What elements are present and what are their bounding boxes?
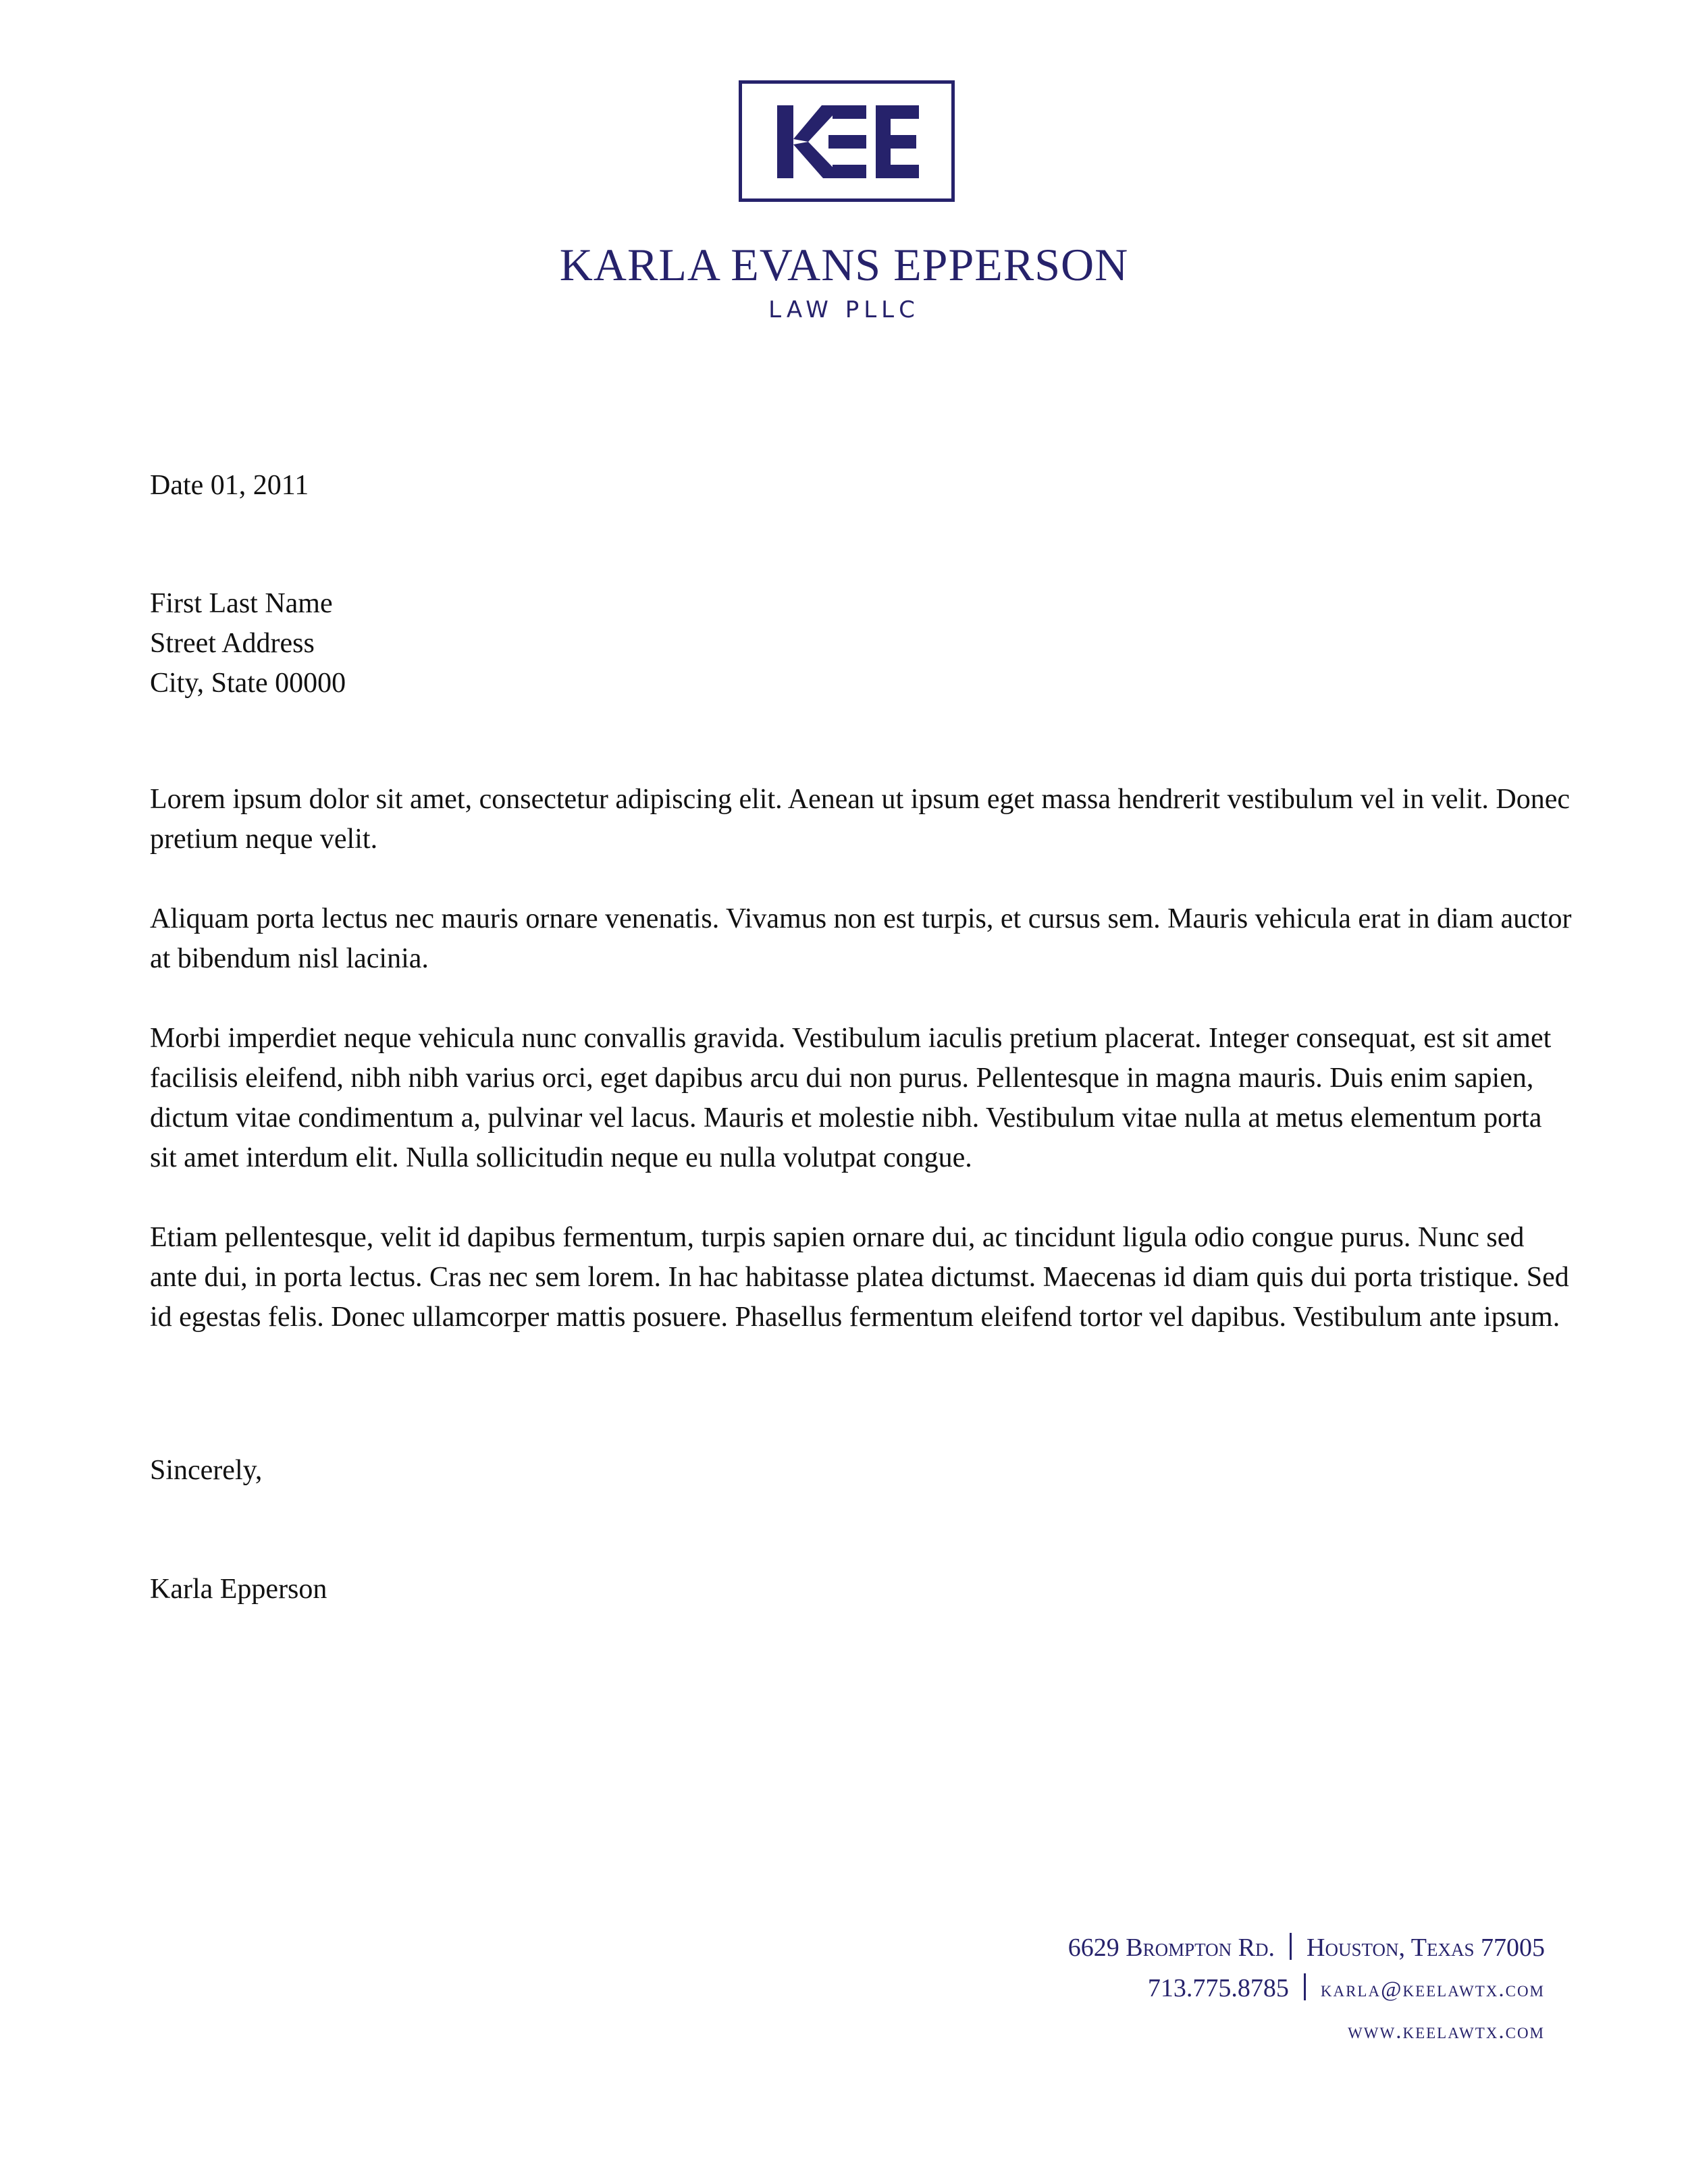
body-paragraph-2: Aliquam porta lectus nec mauris ornare venenatis. Vivamus non est turpis, et cursus sem. Mauris vehicula erat in diam auctor at bibendum nisl lacinia. xyxy=(150,903,1572,974)
footer-contact-row xyxy=(735,1968,1545,2010)
footer-street: 6629 Brompton Rd. xyxy=(1067,1934,1275,1962)
footer-website-row xyxy=(735,2010,1545,2052)
letterhead xyxy=(0,0,1688,351)
body-paragraph-4: Etiam pellentesque, velit id dapibus fermentum, turpis sapien ornare dui, ac tincidunt ligula odio congue purus. Nunc sed ante dui, in porta lectus. Cras nec sem lorem. In hac habitasse platea dictumst. Maecenas id diam quis dui porta tristique. Sed id egestas felis. Donec ullamcorper mattis posuere. Phasellus fermentum eleifend tortor vel dapibus. Vestibulum ante ipsum. xyxy=(150,1222,1569,1333)
footer-website-link[interactable]: www.keelawtx.com xyxy=(1348,2019,1545,2044)
recipient-name: First Last Name xyxy=(150,588,333,619)
footer-email-link[interactable]: karla@keelawtx.com xyxy=(1320,1977,1545,2002)
letter-date: Date 01, 2011 xyxy=(150,470,309,501)
recipient-street: Street Address xyxy=(150,628,315,659)
footer-divider xyxy=(1290,1933,1292,1960)
recipient-address xyxy=(150,584,1575,703)
footer-contact xyxy=(735,1927,1545,2052)
footer-divider xyxy=(1304,1973,1306,2000)
footer-city: Houston, Texas 77005 xyxy=(1307,1934,1545,1962)
firm-subtitle: LAW PLLC xyxy=(768,296,920,323)
body-paragraph-3: Morbi imperdiet neque vehicula nunc convallis gravida. Vestibulum iaculis pretium placerat. Integer consequat, est sit amet facilisis eleifend, nibh nibh varius orci, eget dapibus arcu dui non purus. Pellentesque in magna mauris. Duis enim sapien, dictum vitae condimentum a, pulvinar vel lacus. Mauris et molestie nibh. Vestibulum vitae nulla at metus elementum porta sit amet interdum elit. Nulla sollicitudin neque eu nulla volutpat congue. xyxy=(150,1023,1552,1173)
kee-logo xyxy=(739,80,955,202)
letter-closing: Sincerely, xyxy=(150,1455,263,1486)
firm-name: KARLA EVANS EPPERSON xyxy=(559,239,1129,290)
recipient-city-state-zip: City, State 00000 xyxy=(150,668,346,699)
body-paragraph-1: Lorem ipsum dolor sit amet, consectetur adipiscing elit. Aenean ut ipsum eget massa hendrerit vestibulum vel in velit. Donec pretium neque velit. xyxy=(150,784,1570,855)
footer-address-row xyxy=(735,1927,1545,1968)
signer-name: Karla Epperson xyxy=(150,1574,327,1605)
letter-body xyxy=(150,780,1575,1377)
footer-phone: 713.775.8785 xyxy=(1147,1974,1289,2002)
kee-monogram-icon xyxy=(777,105,919,178)
